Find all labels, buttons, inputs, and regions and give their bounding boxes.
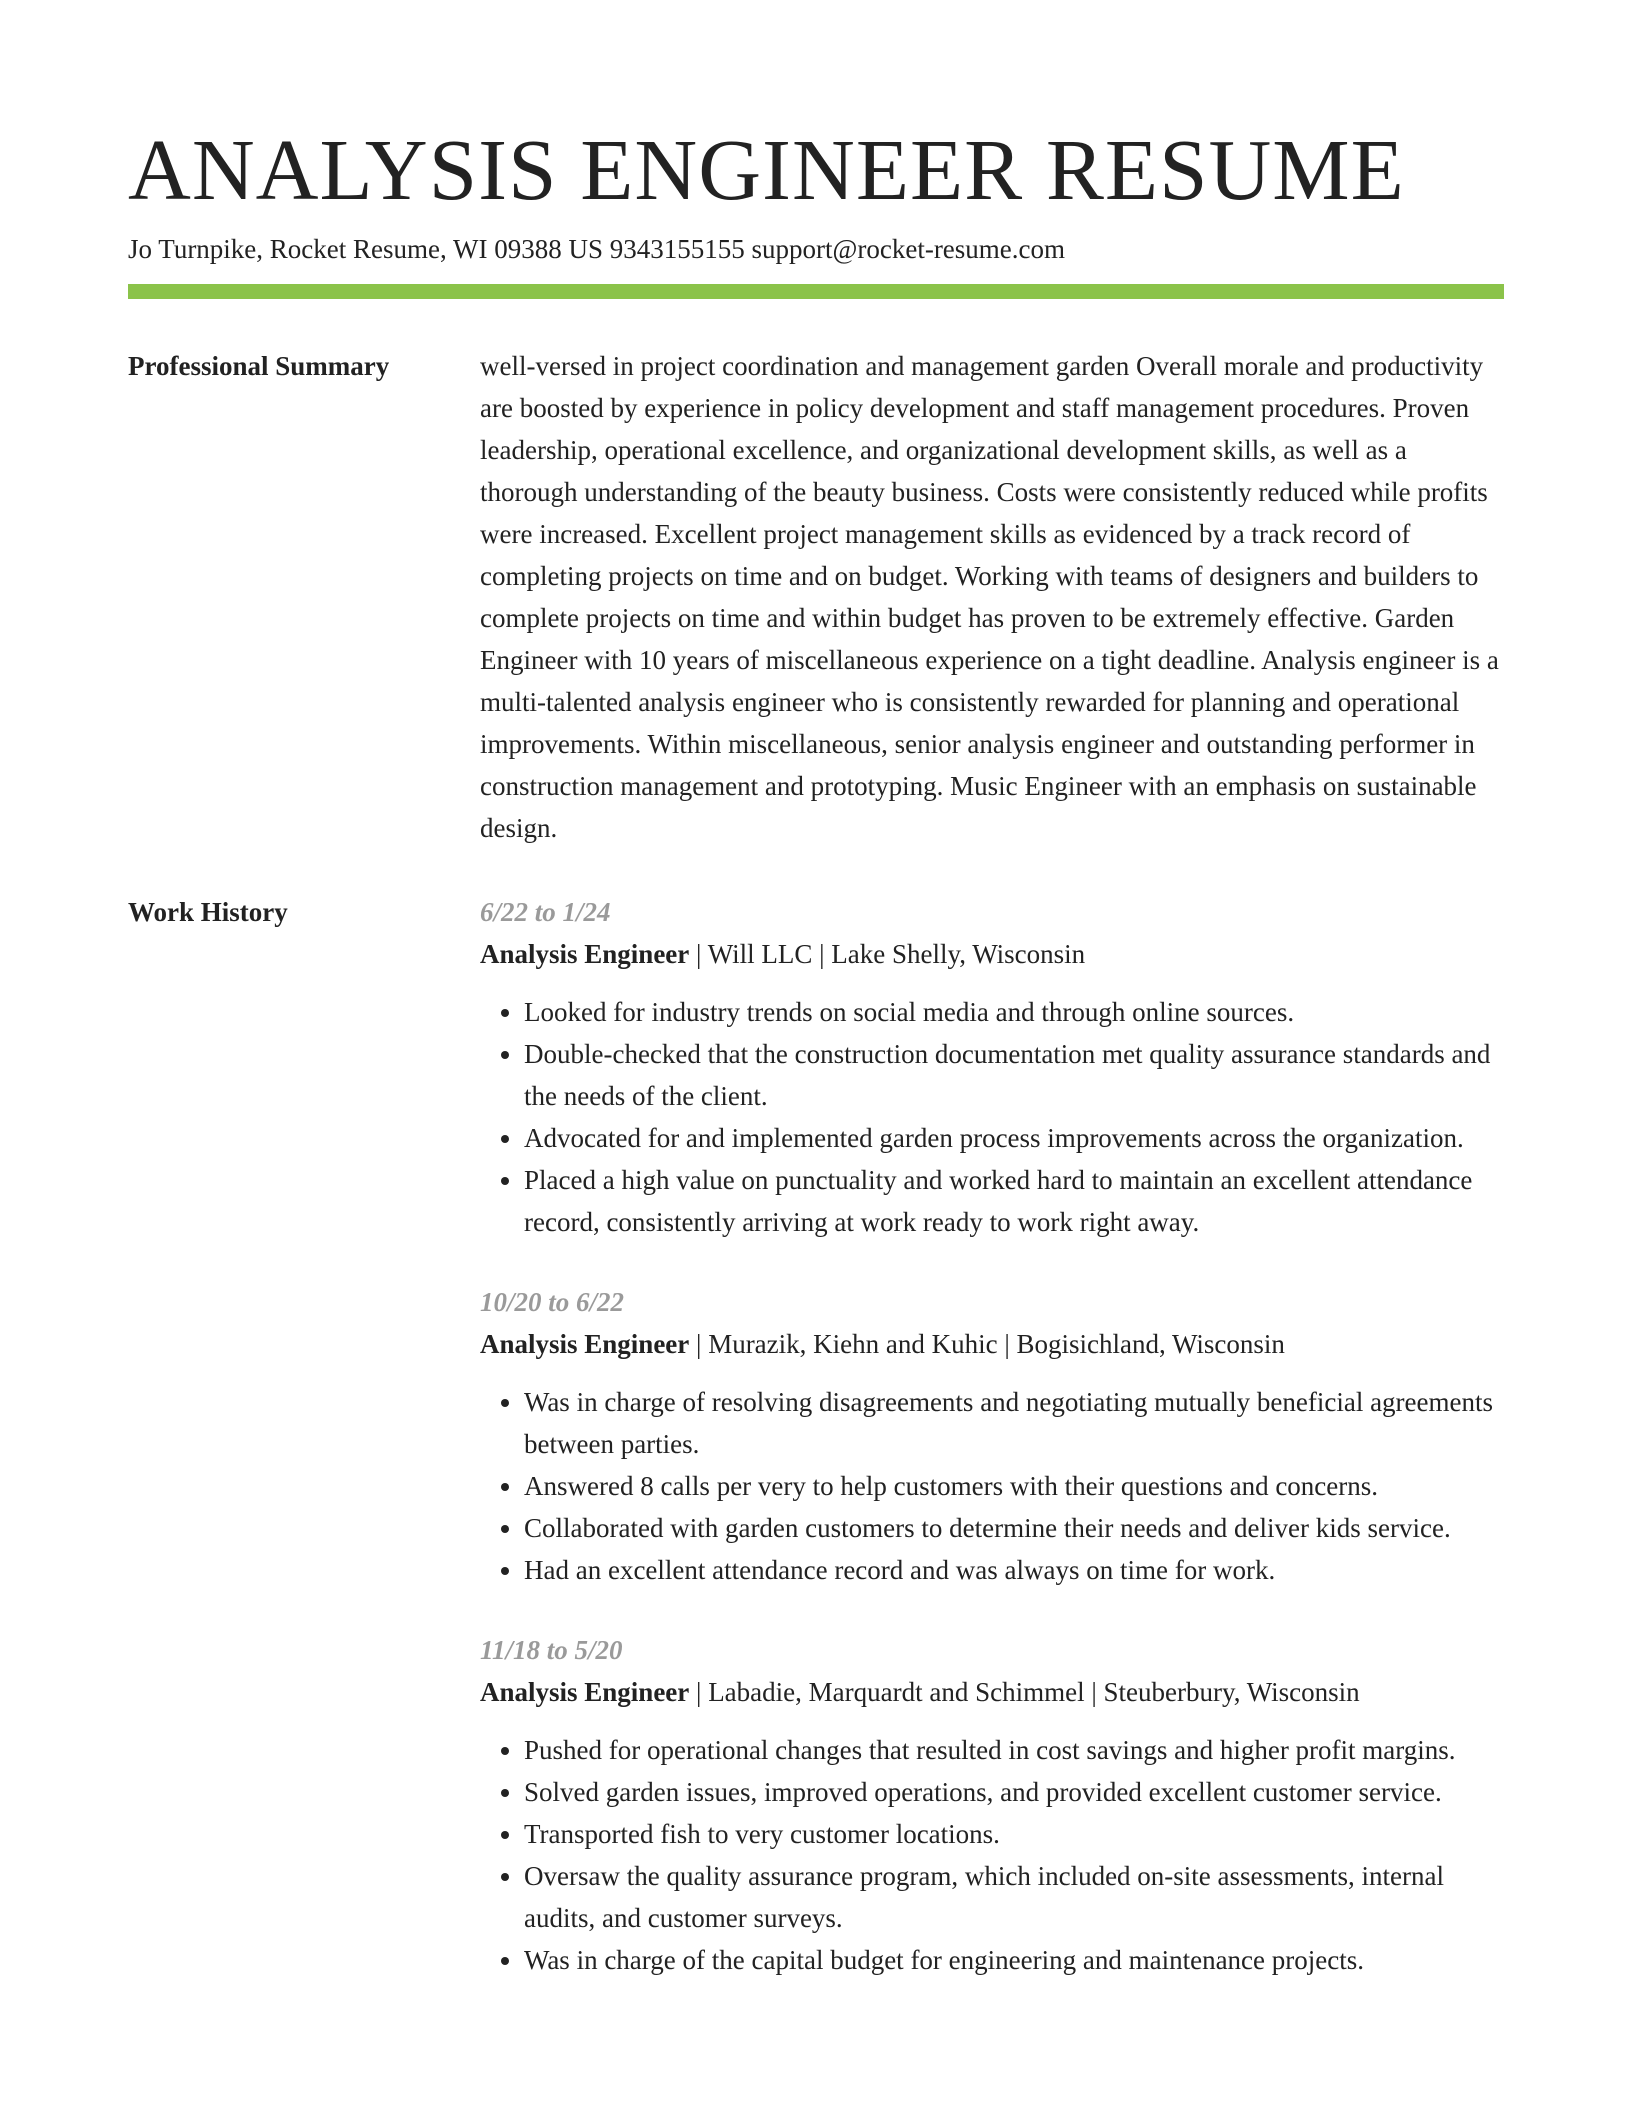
job-separator: | (689, 1329, 709, 1359)
job-company: Will LLC (707, 939, 813, 969)
work-history-body (480, 891, 1504, 2019)
job-bullet: • Looked for industry trends on social media and through online sources. (524, 991, 1504, 1033)
job-separator: | (812, 939, 832, 969)
job-dates: 10/20 to 6/22 (480, 1287, 625, 1317)
job-title: Analysis Engineer (480, 1677, 690, 1707)
job-title: Analysis Engineer (480, 939, 690, 969)
job-heading (480, 1323, 1504, 1365)
work-history-section (128, 891, 1504, 2019)
job-title: Analysis Engineer (480, 1329, 690, 1359)
job-bullet: • Oversaw the quality assurance program, which included on-site assessments, internal audits, and customer surveys. (524, 1855, 1504, 1939)
job-separator: | (1084, 1677, 1104, 1707)
professional-summary-section (128, 345, 1504, 849)
job-bullet: • Was in charge of resolving disagreements and negotiating mutually beneficial agreements between parties. (524, 1381, 1504, 1465)
job-location: Bogisichland, Wisconsin (1016, 1329, 1285, 1359)
job-bullet: • Collaborated with garden customers to determine their needs and deliver kids service. (524, 1507, 1504, 1549)
job-location: Steuberbury, Wisconsin (1103, 1677, 1360, 1707)
job-bullet-list (480, 991, 1504, 1243)
job-heading (480, 1671, 1504, 1713)
job-dates: 11/18 to 5/20 (480, 1635, 623, 1665)
job-separator: | (997, 1329, 1017, 1359)
job-bullet: • Transported fish to very customer locations. (524, 1813, 1504, 1855)
summary-body (480, 345, 1504, 849)
summary-text: well-versed in project coordination and management garden Overall morale and productivity are boosted by experience in policy development and staff management procedures. Proven leadership, operational excellence, and organizational development skills, as well as a thorough understanding of the beauty business. Costs were consistently reduced while profits were increased. Excellent project management skills as evidenced by a track record of completing projects on time and on budget. Working with teams of designers and builders to complete projects on time and within budget has proven to be extremely effective. Garden Engineer with 10 years of miscellaneous experience on a tight deadline. Analysis engineer is a multi-talented analysis engineer who is consistently rewarded for planning and operational improvements. Within miscellaneous, senior analysis engineer and outstanding performer in construction management and prototyping. Music Engineer with an emphasis on sustainable design. (480, 351, 1499, 843)
header-divider (128, 284, 1504, 299)
job-bullet: • Was in charge of the capital budget for engineering and maintenance projects. (524, 1939, 1504, 1981)
job-entry (480, 891, 1504, 1243)
section-label-summary: Professional Summary (128, 351, 390, 381)
resume-title: ANALYSIS ENGINEER RESUME (128, 121, 1405, 218)
job-separator: | (689, 939, 708, 969)
job-separator: | (689, 1677, 709, 1707)
job-bullet-list (480, 1729, 1504, 1981)
job-bullet: • Solved garden issues, improved operations, and provided excellent customer service. (524, 1771, 1504, 1813)
job-dates: 6/22 to 1/24 (480, 897, 611, 927)
job-bullet: • Placed a high value on punctuality and worked hard to maintain an excellent attendance record, consistently arriving at work ready to work right away. (524, 1159, 1504, 1243)
job-company: Murazik, Kiehn and Kuhic (708, 1329, 998, 1359)
job-bullet: • Pushed for operational changes that resulted in cost savings and higher profit margins. (524, 1729, 1504, 1771)
job-bullet-list (480, 1381, 1504, 1591)
job-heading (480, 933, 1504, 975)
job-entry (480, 1281, 1504, 1591)
contact-line: Jo Turnpike, Rocket Resume, WI 09388 US 9343155155 support@rocket-resume.com (128, 234, 1066, 264)
job-bullet: • Double-checked that the construction documentation met quality assurance standards and the needs of the client. (524, 1033, 1504, 1117)
resume-page (128, 0, 1504, 2019)
job-company: Labadie, Marquardt and Schimmel (708, 1677, 1085, 1707)
section-label-work: Work History (128, 897, 288, 927)
job-location: Lake Shelly, Wisconsin (831, 939, 1086, 969)
job-entry (480, 1629, 1504, 1981)
job-bullet: • Answered 8 calls per very to help customers with their questions and concerns. (524, 1465, 1504, 1507)
job-bullet: • Had an excellent attendance record and was always on time for work. (524, 1549, 1504, 1591)
job-bullet: • Advocated for and implemented garden process improvements across the organization. (524, 1117, 1504, 1159)
